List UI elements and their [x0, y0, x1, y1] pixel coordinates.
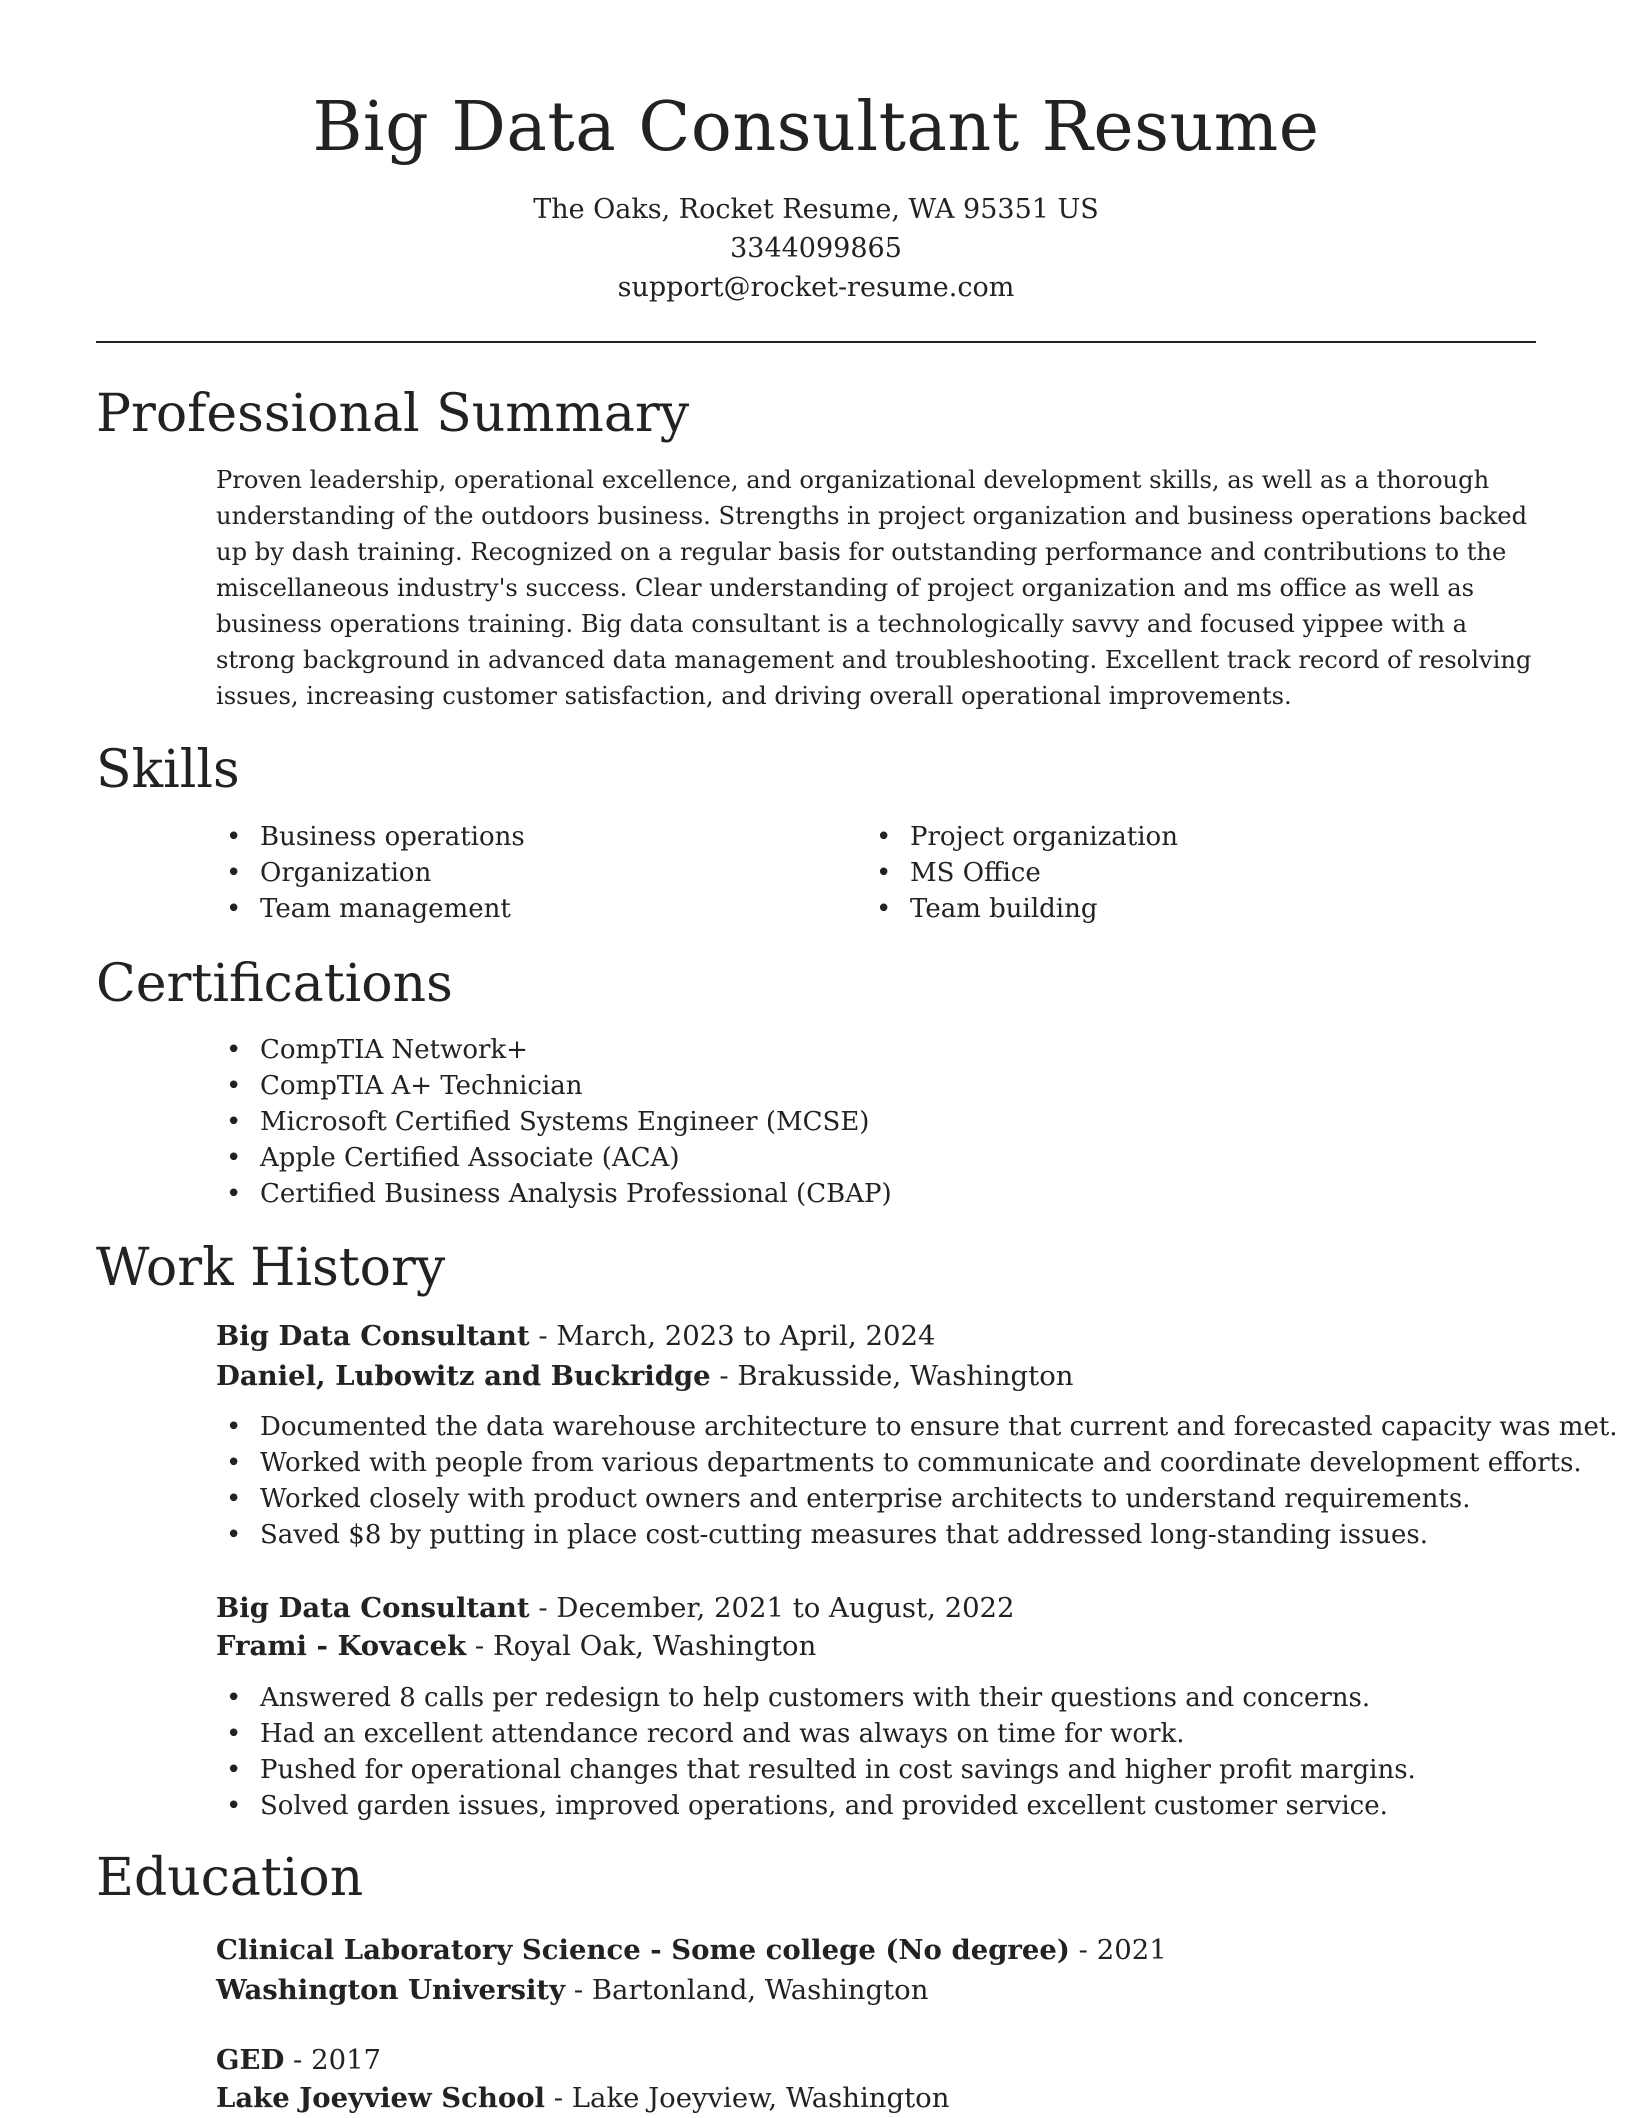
education-location: - Bartonland, Washington: [565, 1974, 929, 2006]
contact-address: The Oaks, Rocket Resume, WA 95351 US: [533, 194, 1099, 225]
education-school: Lake Joeyview School: [216, 2082, 546, 2114]
job-company: Daniel, Lubowitz and Buckridge: [216, 1360, 711, 1392]
job-bullets: [216, 1680, 1536, 1824]
skill-item: • Business operations: [216, 819, 816, 855]
job-company-line: [216, 1356, 1073, 1396]
resume-title: Big Data Consultant Resume: [312, 88, 1320, 167]
education-degree-line: [216, 1930, 1167, 1970]
section-title-skills: Skills: [96, 740, 240, 800]
job-bullet: • Pushed for operational changes that resulted in cost savings and higher profit margins.: [216, 1752, 1536, 1788]
education-year: - 2017: [284, 2044, 382, 2076]
job-bullet: • Worked closely with product owners and enterprise architects to understand requirements.: [216, 1481, 1536, 1517]
job-title-line: [216, 1588, 1015, 1628]
job-title: Big Data Consultant: [216, 1320, 530, 1352]
job-company: Frami - Kovacek: [216, 1630, 467, 1662]
education-school: Washington University: [216, 1974, 566, 2006]
education-year: - 2021: [1069, 1934, 1167, 1966]
education-degree-line: [216, 2040, 381, 2080]
certifications-list: [216, 1032, 1516, 1212]
job-bullets: [216, 1409, 1618, 1553]
education-location: - Lake Joeyview, Washington: [545, 2082, 950, 2114]
job-bullet: • Documented the data warehouse architecture to ensure that current and forecasted capacity was met.: [216, 1409, 1536, 1445]
certification-item: • Certified Business Analysis Professional (CBAP): [216, 1176, 1516, 1212]
job-bullet: • Worked with people from various departments to communicate and coordinate development efforts.: [216, 1445, 1536, 1481]
section-title-summary: Professional Summary: [96, 384, 690, 444]
contact-info: [0, 190, 1632, 307]
job-bullet: • Solved garden issues, improved operations, and provided excellent customer service.: [216, 1788, 1536, 1824]
education-school-line: [216, 2078, 949, 2118]
job-bullet: • Had an excellent attendance record and was always on time for work.: [216, 1716, 1536, 1752]
section-title-work-history: Work History: [96, 1238, 446, 1298]
job-location: - Brakusside, Washington: [710, 1360, 1074, 1392]
certification-item: • CompTIA Network+: [216, 1032, 1516, 1068]
job-company-line: [216, 1626, 816, 1666]
certification-item: • Microsoft Certified Systems Engineer (MCSE): [216, 1104, 1516, 1140]
skills-list-right: [866, 819, 1466, 927]
certification-item: • CompTIA A+ Technician: [216, 1068, 1516, 1104]
section-title-certifications: Certifications: [96, 954, 453, 1014]
job-bullet: • Answered 8 calls per redesign to help customers with their questions and concerns.: [216, 1680, 1536, 1716]
skill-item: • Organization: [216, 855, 816, 891]
job-location: - Royal Oak, Washington: [466, 1630, 817, 1662]
certification-item: • Apple Certified Associate (ACA): [216, 1140, 1516, 1176]
skills-list-left: [216, 819, 816, 927]
job-dates: - March, 2023 to April, 2024: [529, 1320, 936, 1352]
summary-text: Proven leadership, operational excellence, and organizational development skills, as well as a thorough understanding of the outdoors business. Strengths in project organization and business operations backed up by dash training. Recognized on a regular basis for outstanding performance and contributions to the miscellaneous industry's success. Clear understanding of project organization and ms office as well as business operations training. Big data consultant is a technologically savvy and focused yippee with a strong background in advanced data management and troubleshooting. Excellent track record of resolving issues, increasing customer satisfaction, and driving overall operational improvements.: [216, 466, 1532, 710]
education-degree: Clinical Laboratory Science - Some college (No degree): [216, 1934, 1070, 1966]
job-dates: - December, 2021 to August, 2022: [529, 1592, 1015, 1624]
skill-item: • Project organization: [866, 819, 1466, 855]
skill-item: • Team building: [866, 891, 1466, 927]
contact-email: support@rocket-resume.com: [617, 272, 1015, 303]
job-title: Big Data Consultant: [216, 1592, 530, 1624]
section-title-education: Education: [96, 1848, 364, 1908]
skill-item: • MS Office: [866, 855, 1466, 891]
skill-item: • Team management: [216, 891, 816, 927]
education-school-line: [216, 1970, 928, 2010]
job-title-line: [216, 1316, 935, 1356]
contact-phone: 3344099865: [730, 233, 902, 264]
education-degree: GED: [216, 2044, 285, 2076]
header-divider: [96, 341, 1536, 343]
job-bullet: • Saved $8 by putting in place cost-cutting measures that addressed long-standing issues.: [216, 1517, 1536, 1553]
